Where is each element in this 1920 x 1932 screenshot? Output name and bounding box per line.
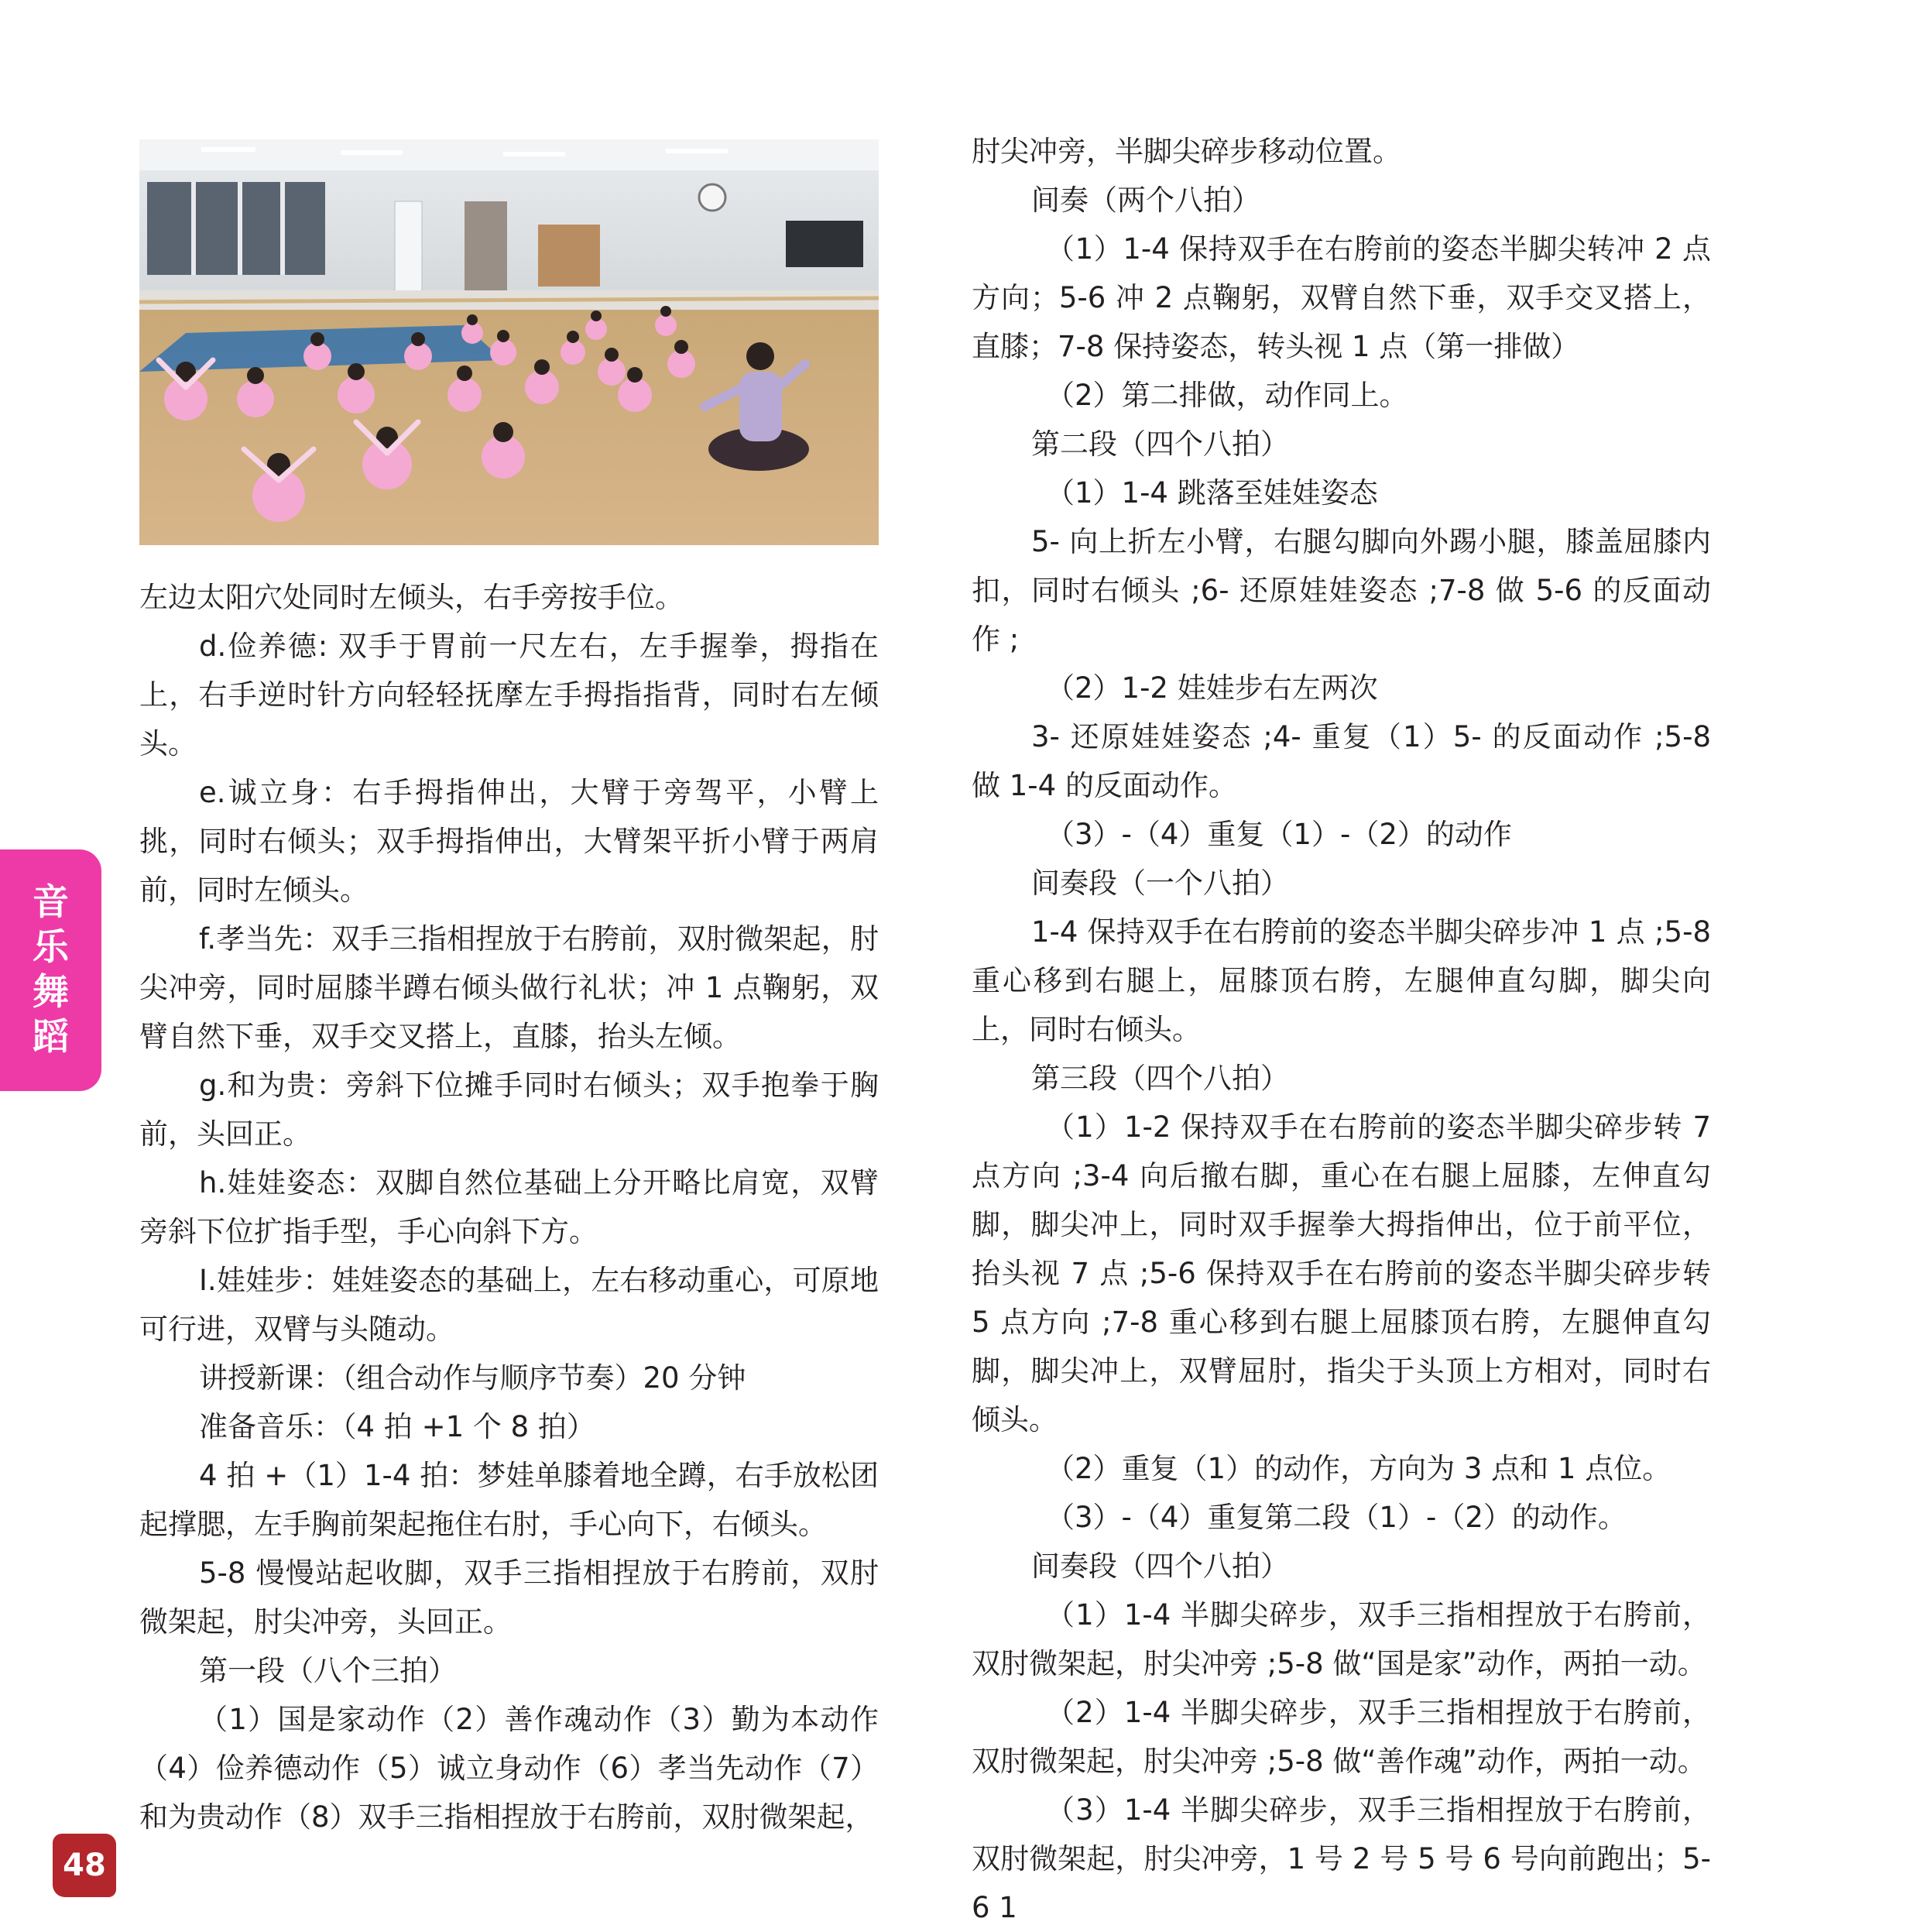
paragraph: （2）1-4 半脚尖碎步，双手三指相捏放于右胯前，双肘微架起，肘尖冲旁 ;5-8 做“善作魂”动作，两拍一动。 [972, 1696, 1711, 1778]
paragraph: f.孝当先：双手三指相捏放于右胯前，双肘微架起，肘尖冲旁，同时屈膝半蹲右倾头做行礼状；冲 1 点鞠躬，双臂自然下垂，双手交叉搭上，直膝，抬头左倾。 [139, 922, 879, 1053]
paragraph: 第一段（八个三拍） [199, 1654, 457, 1687]
paragraph: （2）重复（1）的动作，方向为 3 点和 1 点位。 [1046, 1452, 1671, 1485]
paragraph: 间奏段（一个八拍） [1031, 866, 1289, 900]
paragraph: 4 拍 +（1）1-4 拍：梦娃单膝着地全蹲，右手放松团起撑腮，左手胸前架起拖住右肘，手心向下，右倾头。 [139, 1459, 879, 1541]
left-column-text [139, 573, 879, 1841]
paragraph: 第三段（四个八拍） [1031, 1062, 1289, 1095]
section-tab [0, 849, 101, 1091]
page-number: 48 [53, 1834, 116, 1897]
paragraph: （1）1-4 跳落至娃娃姿态 [1046, 476, 1378, 510]
paragraph: （1）1-4 半脚尖碎步，双手三指相捏放于右胯前，双肘微架起，肘尖冲旁 ;5-8 做“国是家”动作，两拍一动。 [972, 1598, 1711, 1680]
paragraph: 讲授新课：（组合动作与顺序节奏）20 分钟 [199, 1361, 746, 1395]
paragraph: （1）1-2 保持双手在右胯前的姿态半脚尖碎步转 7 点方向 ;3-4 向后撤右脚，重心在右腿上屈膝，左伸直勾脚，脚尖冲上，同时双手握拳大拇指伸出，位于前平位，抬头视 7 点 ;5-6 保持双手在右胯前的姿态半脚尖碎步转 5 点方向 ;7-8 重心移到右腿上屈膝顶右胯，左腿伸直勾脚，脚尖冲上，双臂屈肘，指尖于头顶上方相对，同时右倾头。 [972, 1110, 1711, 1436]
paragraph: d.俭养德: 双手于胃前一尺左右，左手握拳，拇指在上，右手逆时针方向轻轻抚摩左手拇指指背，同时右左倾头。 [139, 630, 879, 760]
paragraph: e.诚立身：右手拇指伸出，大臂于旁驾平，小臂上挑，同时右倾头；双手拇指伸出，大臂架平折小臂于两肩前，同时左倾头。 [139, 776, 879, 907]
paragraph: 左边太阳穴处同时左倾头，右手旁按手位。 [139, 581, 684, 614]
paragraph: 第二段（四个八拍） [1031, 427, 1289, 461]
right-column-text [972, 127, 1711, 1932]
paragraph: 5- 向上折左小臂，右腿勾脚向外踢小腿，膝盖屈膝内扣，同时右倾头 ;6- 还原娃娃姿态 ;7-8 做 5-6 的反面动作 ; [972, 525, 1711, 656]
dance-class-photo [139, 139, 879, 545]
paragraph: （3）-（4）重复（1）-（2）的动作 [1046, 818, 1512, 851]
paragraph: 间奏段（四个八拍） [1031, 1549, 1289, 1583]
paragraph: （1）1-4 保持双手在右胯前的姿态半脚尖转冲 2 点方向；5-6 冲 2 点鞠躬，双臂自然下垂，双手交叉搭上，直膝；7-8 保持姿态，转头视 1 点（第一排做） [972, 232, 1711, 363]
paragraph: 间奏（两个八拍） [1031, 184, 1260, 217]
paragraph: （2）1-2 娃娃步右左两次 [1046, 671, 1378, 705]
paragraph: I.娃娃步：娃娃姿态的基础上，左右移动重心，可原地可行进，双臂与头随动。 [139, 1264, 879, 1346]
paragraph: （1）国是家动作（2）善作魂动作（3）勤为本动作（4）俭养德动作（5）诚立身动作（6）孝当先动作（7）和为贵动作（8）双手三指相捏放于右胯前，双肘微架起， [139, 1703, 879, 1834]
paragraph: （3）1-4 半脚尖碎步，双手三指相捏放于右胯前，双肘微架起，肘尖冲旁，1 号 2 号 5 号 6 号向前跑出；5-6 1 [972, 1793, 1711, 1924]
paragraph: 5-8 慢慢站起收脚，双手三指相捏放于右胯前，双肘微架起，肘尖冲旁，头回正。 [139, 1556, 879, 1639]
paragraph: h.娃娃姿态：双脚自然位基础上分开略比肩宽，双臂旁斜下位扩指手型，手心向斜下方。 [139, 1166, 879, 1248]
section-tab-label: 音乐舞蹈 [33, 881, 69, 1059]
paragraph: 肘尖冲旁，半脚尖碎步移动位置。 [972, 135, 1401, 168]
paragraph: 准备音乐：（4 拍 +1 个 8 拍） [199, 1410, 595, 1443]
paragraph: 3- 还原娃娃姿态 ;4- 重复（1）5- 的反面动作 ;5-8 做 1-4 的反面动作。 [972, 720, 1711, 802]
paragraph: 1-4 保持双手在右胯前的姿态半脚尖碎步冲 1 点 ;5-8 重心移到右腿上，屈膝顶右胯，左腿伸直勾脚，脚尖向上，同时右倾头。 [972, 915, 1711, 1046]
paragraph: （2）第二排做，动作同上。 [1046, 379, 1408, 412]
paragraph: g.和为贵：旁斜下位摊手同时右倾头；双手抱拳于胸前，头回正。 [139, 1069, 879, 1151]
paragraph: （3）-（4）重复第二段（1）-（2）的动作。 [1046, 1501, 1627, 1534]
